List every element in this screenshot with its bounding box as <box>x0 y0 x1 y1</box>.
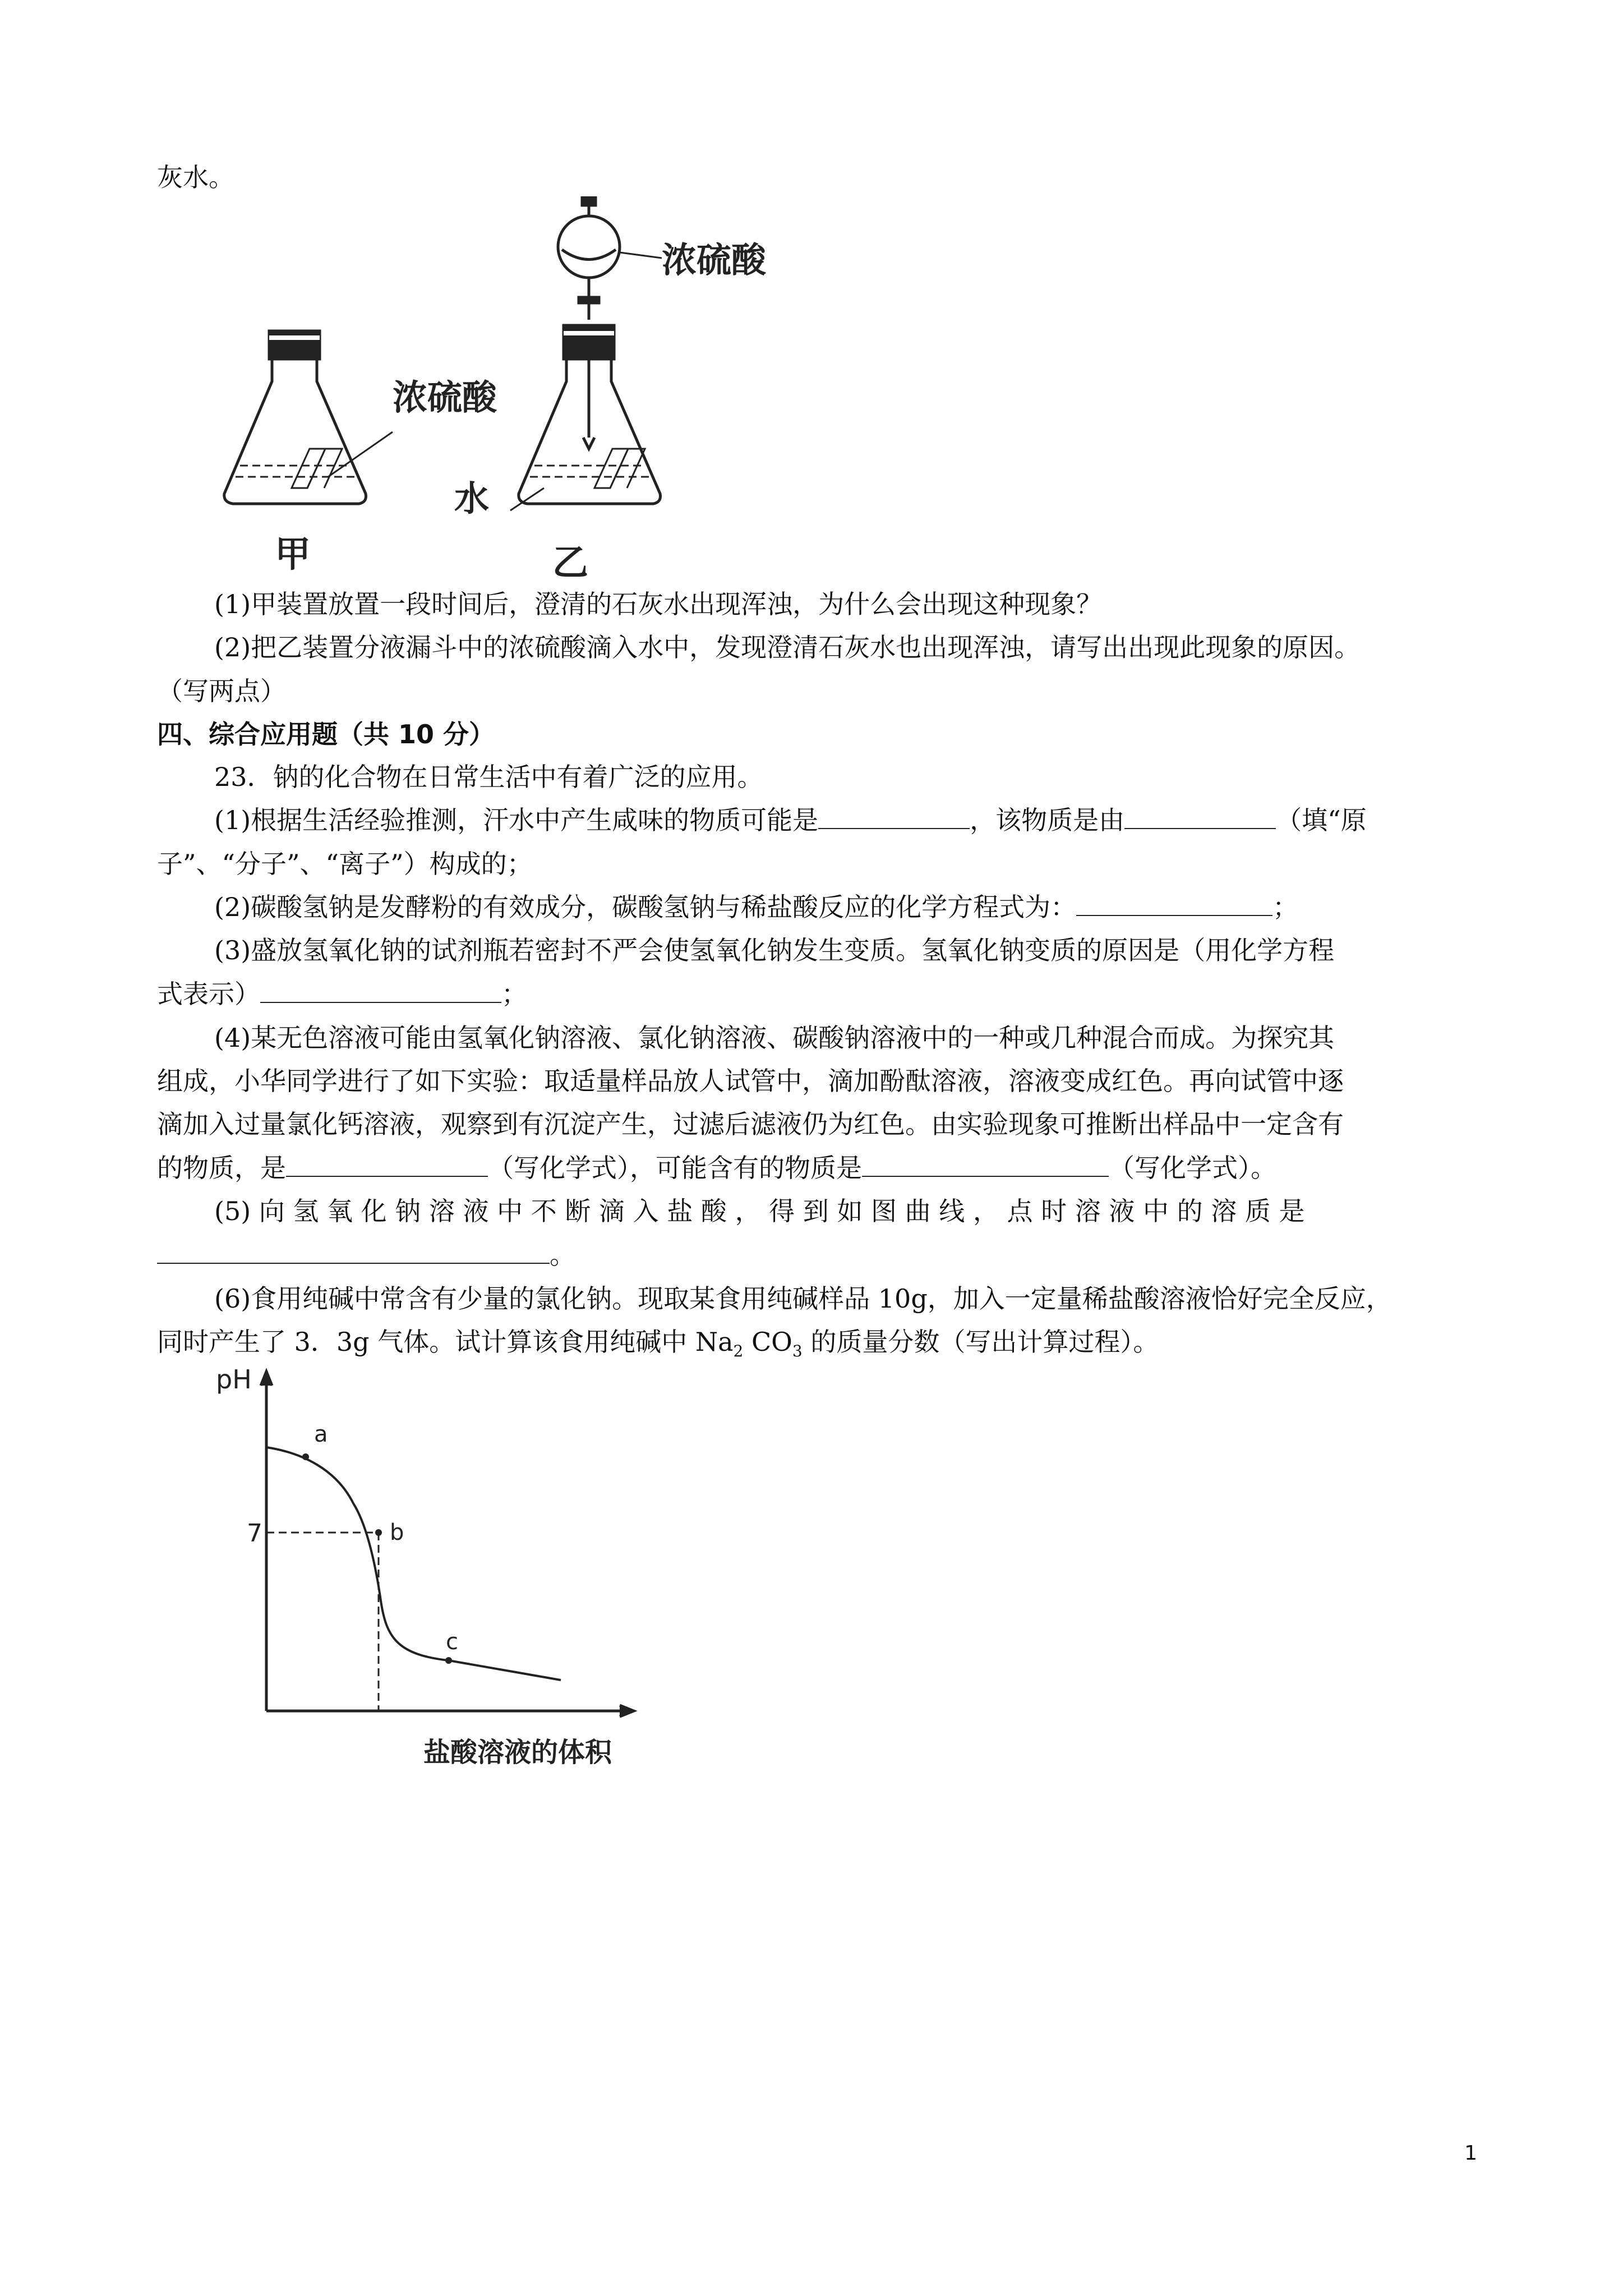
q23-s4-a: (4)某无色溶液可能由氢氧化钠溶液、氯化钠溶液、碳酸钠溶液中的一种或几种混合而成。为探究其 <box>214 1023 1335 1053</box>
x-axis-label: 盐酸溶液的体积 <box>423 1737 612 1768</box>
label-jia: 甲 <box>275 534 311 576</box>
q23-s4-b: 组成，小华同学进行了如下实验：取适量样品放人试管中，滴加酚酞溶液，溶液变成红色。再向试管中逐 <box>157 1066 1344 1096</box>
ph-graph <box>208 1358 656 1784</box>
y-axis-label: pH <box>216 1364 252 1395</box>
point-c-dot <box>445 1657 452 1664</box>
apparatus-figure <box>208 196 824 583</box>
ph-curve <box>266 1447 561 1680</box>
point-b-dot <box>375 1529 382 1536</box>
flask-yi <box>510 197 662 510</box>
q22-sub2-note: （写两点） <box>157 676 286 706</box>
answer-blank[interactable] <box>1124 802 1276 829</box>
q23-s4-c: 滴加入过量氯化钙溶液，观察到有沉淀产生，过滤后滤液仍为红色。由实验现象可推断出样品中一定含有 <box>157 1109 1344 1139</box>
q23-s1-b: ，该物质是由 <box>970 805 1125 835</box>
q23-s3-a: (3)盛放氢氧化钠的试剂瓶若密封不严会使氢氧化钠发生变质。氢氧化钠变质的原因是（用化学方程 <box>214 935 1335 965</box>
subscript-2: 2 <box>733 1342 744 1361</box>
q22-sub2: (2)把乙装置分液漏斗中的浓硫酸滴入水中，发现澄清石灰水也出现浑浊，请写出出现此现象的原因。 <box>214 632 1361 662</box>
q23-s1-c: （填“原 <box>1276 805 1367 835</box>
q23-s6-a: (6)食用纯碱中常含有少量的氯化钠。现取某食用纯碱样品 10g，加入一定量稀盐酸溶液恰好完全反应， <box>214 1283 1392 1314</box>
q23-intro: 23．钠的化合物在日常生活中有着广泛的应用。 <box>214 762 763 792</box>
y-axis-arrow <box>261 1372 272 1386</box>
q23-s5-b: 。 <box>550 1240 575 1270</box>
answer-blank[interactable] <box>286 1150 488 1177</box>
q23-s6-b3: 的质量分数（写出计算过程）。 <box>802 1327 1159 1357</box>
q23-s5-line2 <box>157 1237 575 1273</box>
section4-title: 四、综合应用题（共 10 分） <box>157 719 495 749</box>
answer-blank[interactable] <box>157 1237 550 1264</box>
top-fragment: 灰水。 <box>157 162 234 192</box>
q23-s6-b1: 同时产生了 3．3g 气体。试计算该食用纯碱中 Na <box>157 1327 734 1357</box>
q23-s1-line1 <box>214 802 1367 838</box>
answer-blank[interactable] <box>818 802 970 829</box>
subscript-3: 3 <box>792 1342 803 1361</box>
tick-7: 7 <box>247 1519 262 1548</box>
answer-blank[interactable] <box>862 1150 1109 1177</box>
x-axis-arrow <box>620 1705 634 1717</box>
flask-jia <box>224 331 393 504</box>
q23-s2 <box>214 889 1298 925</box>
q23-s4-e: （写化学式），可能含有的物质是 <box>488 1153 862 1183</box>
point-b-label: b <box>390 1520 404 1545</box>
q23-s2-a: (2)碳酸氢钠是发酵粉的有效成分，碳酸氢钠与稀盐酸反应的化学方程式为： <box>214 892 1077 922</box>
answer-blank[interactable] <box>1076 889 1272 916</box>
water-label: 水 <box>454 478 490 519</box>
q23-s3-line2 <box>157 976 527 1012</box>
q23-s3-b: 式表示） <box>157 979 260 1009</box>
q23-s6-b2: CO <box>743 1327 792 1357</box>
label-yi: 乙 <box>552 542 588 583</box>
q22-sub1: (1)甲装置放置一段时间后，澄清的石灰水出现浑浊，为什么会出现这种现象？ <box>214 589 1103 619</box>
q23-s4-line4 <box>157 1150 1276 1186</box>
q23-s4-f: （写化学式）。 <box>1109 1153 1276 1183</box>
point-a-dot <box>302 1453 309 1460</box>
answer-blank[interactable] <box>260 976 501 1003</box>
q23-s5-a: (5) 向 氢 氧 化 钠 溶 液 中 不 断 滴 入 盐 酸 ， 得 到 如 图 曲 线 ， 点 时 溶 液 中 的 溶 质 是 <box>214 1196 1305 1226</box>
q23-s3-c: ； <box>501 979 527 1009</box>
q23-s1-a: (1)根据生活经验推测，汗水中产生咸味的物质可能是 <box>214 805 819 835</box>
point-c-label: c <box>446 1629 458 1655</box>
q23-s4-d: 的物质，是 <box>157 1153 286 1183</box>
acid-label-right: 浓硫酸 <box>662 240 767 280</box>
page-number: 1 <box>1464 2142 1477 2165</box>
q23-s1-d: 子”、“分子”、“离子”）构成的； <box>157 849 533 879</box>
point-a-label: a <box>314 1421 328 1447</box>
q23-s2-b: ； <box>1272 892 1299 922</box>
acid-label-left: 浓硫酸 <box>393 377 497 418</box>
